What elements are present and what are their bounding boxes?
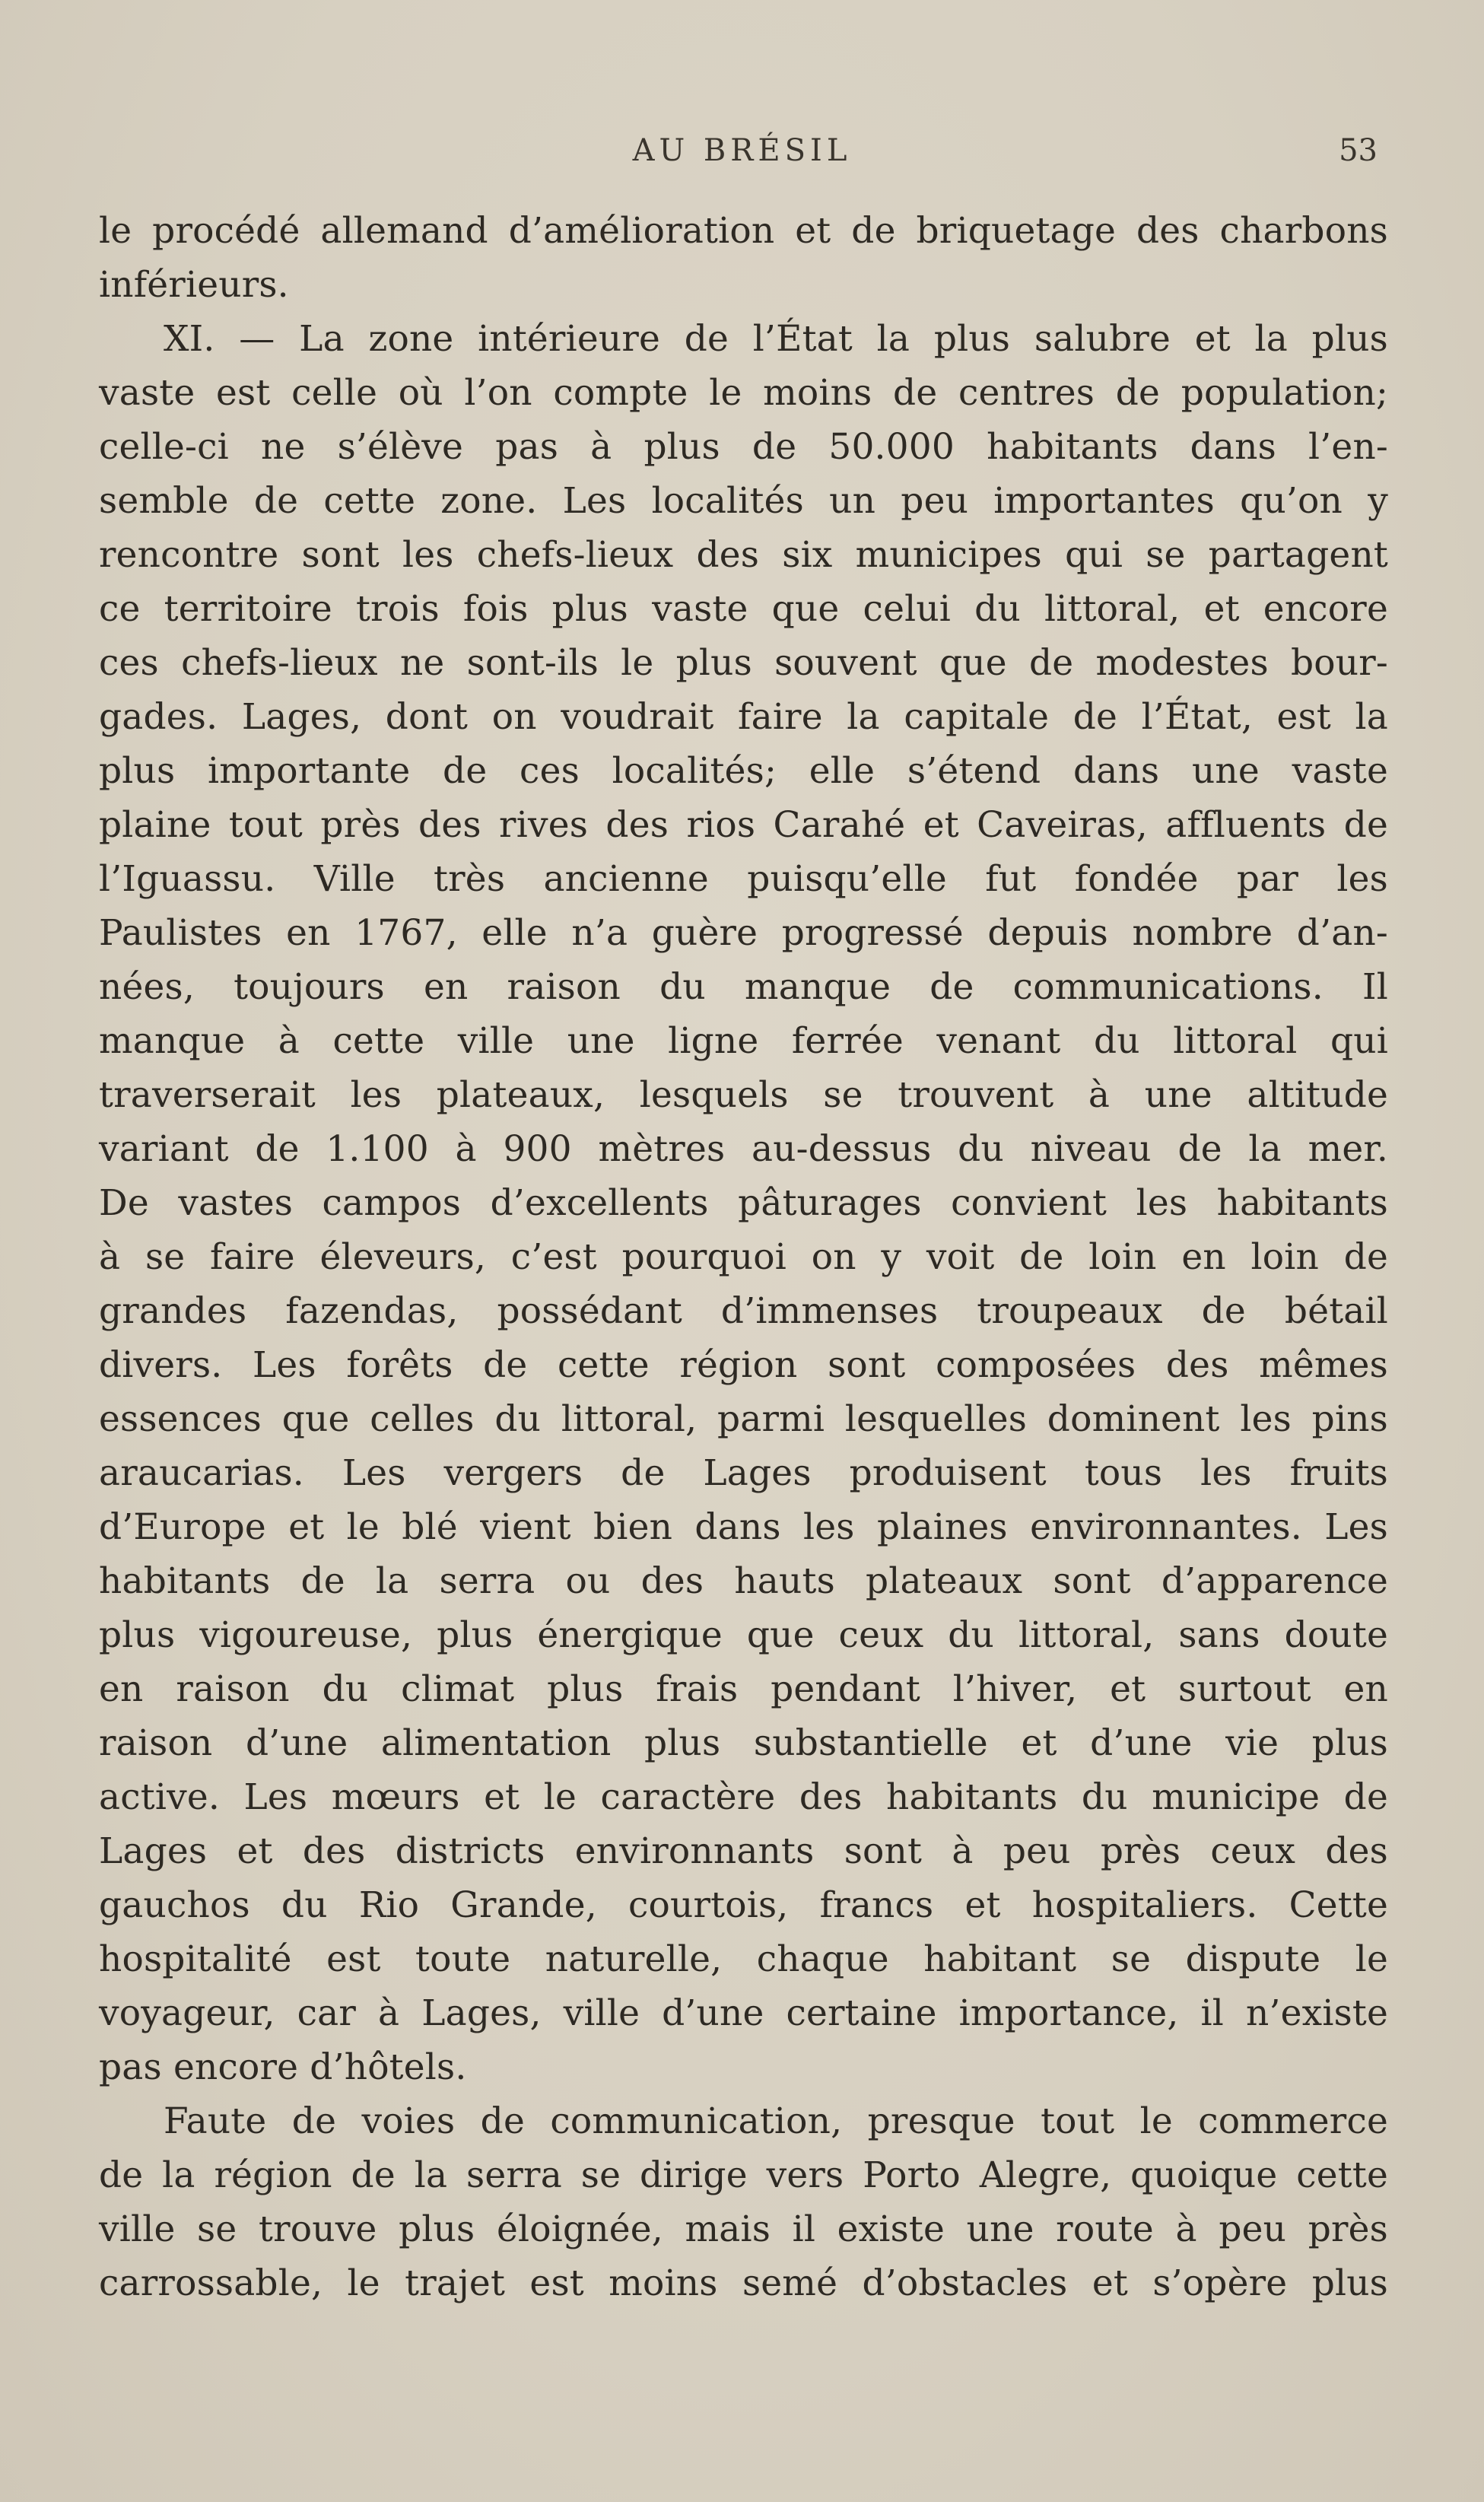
body-text xyxy=(99,204,1388,2310)
page-header xyxy=(0,133,1484,179)
text-line: Faute de voies de communication, presque tout le commerce xyxy=(164,2100,1388,2142)
text-line: hospitalité est toute naturelle, chaque habitant se dispute le xyxy=(99,1938,1388,1980)
running-title: AU BRÉSIL xyxy=(632,133,852,168)
text-line: XI. — La zone intérieure de l’État la plus salubre et la plus xyxy=(164,318,1388,360)
text-line: voyageur, car à Lages, ville d’une certaine importance, il n’existe xyxy=(99,1992,1388,2034)
text-line: Paulistes en 1767, elle n’a guère progressé depuis nombre d’an- xyxy=(99,912,1388,954)
text-line: plaine tout près des rives des rios Carahé et Caveiras, affluents de xyxy=(99,804,1388,846)
text-line: semble de cette zone. Les localités un peu importantes qu’on y xyxy=(99,480,1388,522)
text-line: gades. Lages, dont on voudrait faire la capitale de l’État, est la xyxy=(99,696,1388,738)
text-line: araucarias. Les vergers de Lages produisent tous les fruits xyxy=(99,1452,1388,1494)
text-line: rencontre sont les chefs-lieux des six municipes qui se partagent xyxy=(99,534,1388,576)
text-line: Lages et des districts environnants sont à peu près ceux des xyxy=(99,1830,1388,1872)
text-line: variant de 1.100 à 900 mètres au-dessus du niveau de la mer. xyxy=(99,1128,1388,1170)
text-line: divers. Les forêts de cette région sont composées des mêmes xyxy=(99,1344,1388,1386)
text-line: plus vigoureuse, plus énergique que ceux du littoral, sans doute xyxy=(99,1614,1388,1656)
text-line: inférieurs. xyxy=(99,264,289,306)
text-line: celle-ci ne s’élève pas à plus de 50.000 habitants dans l’en- xyxy=(99,426,1388,468)
text-line: l’Iguassu. Ville très ancienne puisqu’elle fut fondée par les xyxy=(99,858,1388,900)
text-line: nées, toujours en raison du manque de communications. Il xyxy=(99,966,1388,1008)
text-line: grandes fazendas, possédant d’immenses troupeaux de bétail xyxy=(99,1290,1388,1332)
text-line: le procédé allemand d’amélioration et de briquetage des charbons xyxy=(99,210,1388,252)
text-line: De vastes campos d’excellents pâturages convient les habitants xyxy=(99,1182,1388,1224)
text-line: essences que celles du littoral, parmi lesquelles dominent les pins xyxy=(99,1398,1388,1440)
text-line: pas encore d’hôtels. xyxy=(99,2046,467,2088)
text-line: carrossable, le trajet est moins semé d’obstacles et s’opère plus xyxy=(99,2262,1388,2304)
text-line: traverserait les plateaux, lesquels se trouvent à une altitude xyxy=(99,1074,1388,1116)
text-line: active. Les mœurs et le caractère des habitants du municipe de xyxy=(99,1776,1388,1818)
text-line: plus importante de ces localités; elle s’étend dans une vaste xyxy=(99,750,1388,792)
text-line: manque à cette ville une ligne ferrée venant du littoral qui xyxy=(99,1020,1388,1062)
text-line: à se faire éleveurs, c’est pourquoi on y voit de loin en loin de xyxy=(99,1236,1388,1278)
text-line: raison d’une alimentation plus substantielle et d’une vie plus xyxy=(99,1722,1388,1764)
text-line: gauchos du Rio Grande, courtois, francs et hospitaliers. Cette xyxy=(99,1884,1388,1926)
page-number: 53 xyxy=(1339,133,1378,168)
text-line: d’Europe et le blé vient bien dans les plaines environnantes. Les xyxy=(99,1506,1388,1548)
text-line: ce territoire trois fois plus vaste que celui du littoral, et encore xyxy=(99,588,1388,630)
text-line: en raison du climat plus frais pendant l’hiver, et surtout en xyxy=(99,1668,1388,1710)
text-line: de la région de la serra se dirige vers Porto Alegre, quoique cette xyxy=(99,2154,1388,2196)
text-line: ces chefs-lieux ne sont-ils le plus souvent que de modestes bour- xyxy=(99,642,1388,684)
text-line: habitants de la serra ou des hauts plateaux sont d’apparence xyxy=(99,1560,1388,1602)
text-line: ville se trouve plus éloignée, mais il existe une route à peu près xyxy=(99,2208,1388,2250)
text-line: vaste est celle où l’on compte le moins de centres de population; xyxy=(99,372,1388,414)
